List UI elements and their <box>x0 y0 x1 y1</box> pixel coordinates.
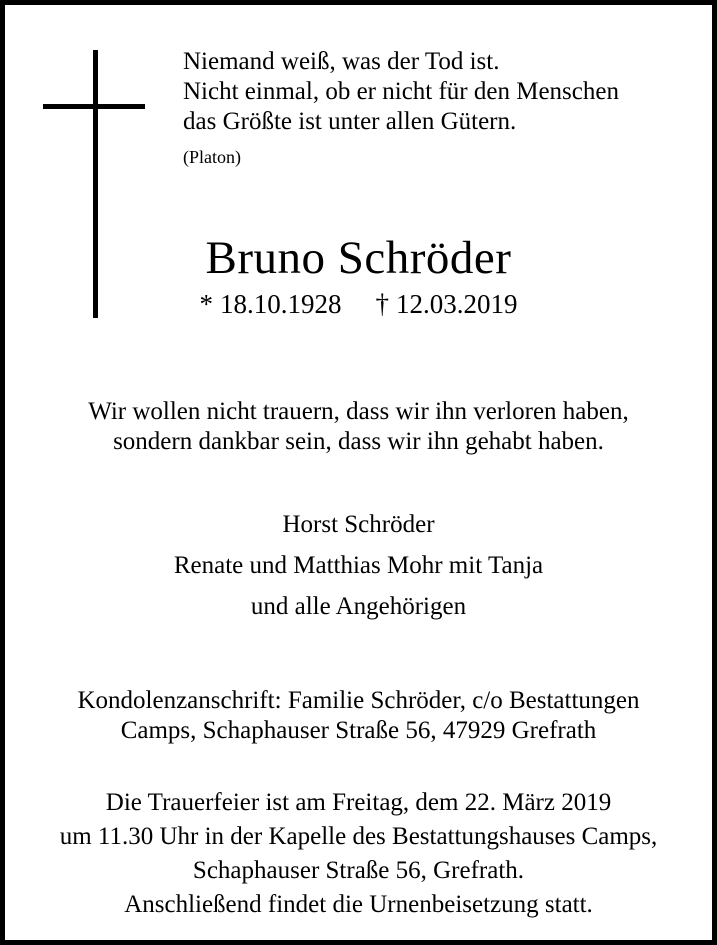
life-dates <box>5 287 712 321</box>
memorial-verse <box>5 397 712 457</box>
survivor-line-1: Horst Schröder <box>282 511 435 538</box>
quote-line-1: Niemand weiß, was der Tod ist. <box>183 48 500 75</box>
survivor-line-3: und alle Angehörigen <box>250 593 467 620</box>
survivors-list <box>5 504 712 627</box>
deceased-name: Bruno Schröder <box>205 232 512 284</box>
deceased-name-block <box>5 230 712 321</box>
quote-line-3: das Größte ist unter allen Gütern. <box>183 108 517 135</box>
birth-star-icon: * <box>199 289 213 319</box>
death-date: 12.03.2019 <box>396 289 518 319</box>
service-line-1: Die Trauerfeier ist am Freitag, dem 22. März 2019 <box>105 789 612 816</box>
condolence-address <box>5 686 712 746</box>
death-dagger-icon: † <box>375 289 389 319</box>
condolence-line-2: Camps, Schaphauser Straße 56, 47929 Grefrath <box>120 717 597 744</box>
memorial-verse-line-1: Wir wollen nicht trauern, dass wir ihn verloren haben, <box>88 398 629 425</box>
condolence-line-1: Kondolenzanschrift: Familie Schröder, c/o Bestattungen <box>77 687 640 714</box>
birth-date: 18.10.1928 <box>220 289 342 319</box>
birth-date-group <box>200 289 342 319</box>
quote-attribution: (Platon) <box>183 147 241 167</box>
memorial-verse-line-2: sondern dankbar sein, dass wir ihn gehabt haben. <box>113 428 604 455</box>
quote-line-2: Nicht einmal, ob er nicht für den Menschen <box>183 78 619 105</box>
death-date-group <box>376 289 518 319</box>
survivor-line-2: Renate und Matthias Mohr mit Tanja <box>173 552 544 579</box>
service-line-2: um 11.30 Uhr in der Kapelle des Bestattungshauses Camps, <box>59 823 658 850</box>
service-line-3: Schaphauser Straße 56, Grefrath. <box>192 857 525 884</box>
epigraph-quote <box>183 47 693 168</box>
cross-horizontal-bar <box>43 104 145 109</box>
funeral-service-details <box>5 786 712 922</box>
service-line-4: Anschließend findet die Urnenbeisetzung statt. <box>124 891 593 918</box>
